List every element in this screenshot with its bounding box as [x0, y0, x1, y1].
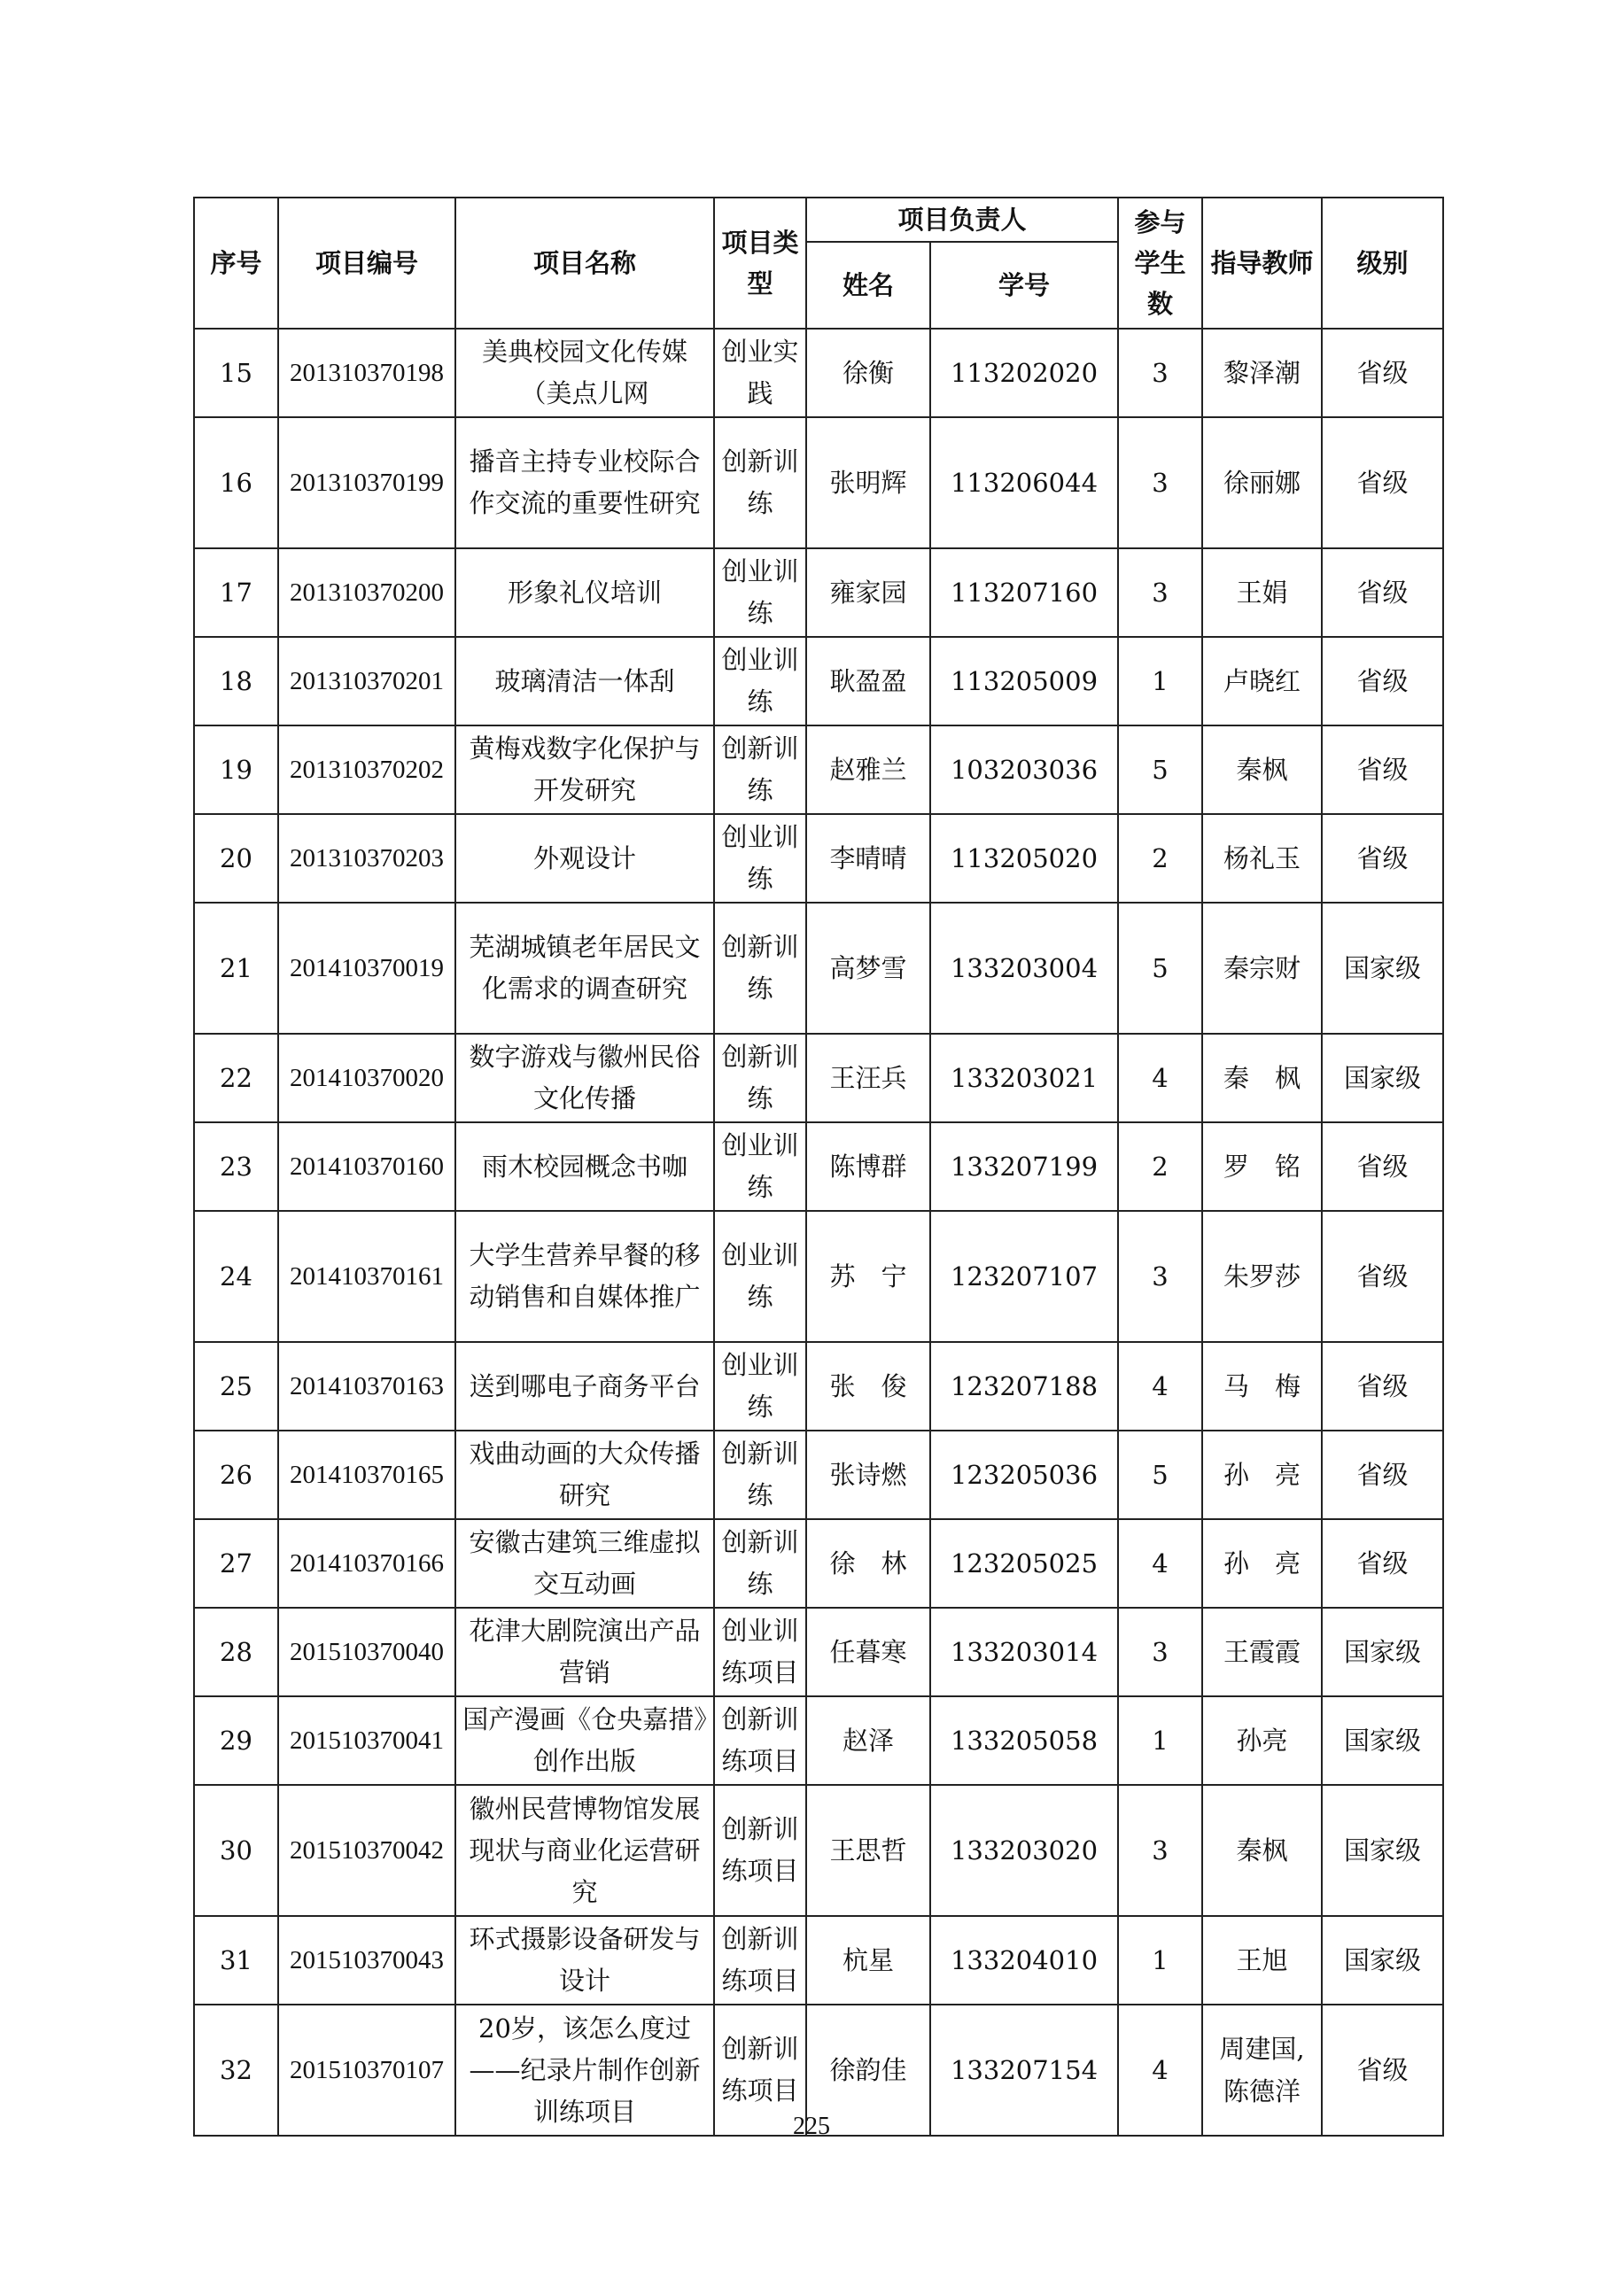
table-row: [194, 814, 1443, 903]
table-row: [194, 1916, 1443, 2005]
cell-type: 创业训练: [714, 1122, 806, 1211]
cell-advisor: 王霞霞: [1202, 1608, 1322, 1696]
cell-name: 20岁，该怎么度过——纪录片制作创新训练项目: [455, 2005, 714, 2136]
cell-code: 201410370019: [278, 903, 455, 1034]
cell-name: 环式摄影设备研发与设计: [455, 1916, 714, 2005]
cell-code: 201310370202: [278, 725, 455, 814]
cell-sid: 123207107: [930, 1211, 1118, 1342]
cell-sid: 113205020: [930, 814, 1118, 903]
cell-level: 省级: [1322, 548, 1443, 637]
cell-advisor: 朱罗莎: [1202, 1211, 1322, 1342]
cell-leader: 张 俊: [806, 1342, 930, 1431]
cell-seq: 15: [194, 329, 278, 417]
cell-level: 省级: [1322, 1211, 1443, 1342]
cell-type: 创新训练: [714, 1431, 806, 1519]
cell-level: 国家级: [1322, 1696, 1443, 1785]
cell-level: 省级: [1322, 637, 1443, 725]
cell-leader: 雍家园: [806, 548, 930, 637]
cell-seq: 20: [194, 814, 278, 903]
cell-name: 戏曲动画的大众传播研究: [455, 1431, 714, 1519]
cell-name: 安徽古建筑三维虚拟交互动画: [455, 1519, 714, 1608]
cell-level: 省级: [1322, 1519, 1443, 1608]
cell-count: 3: [1118, 417, 1202, 548]
cell-count: 3: [1118, 329, 1202, 417]
cell-leader: 任暮寒: [806, 1608, 930, 1696]
cell-sid: 133203021: [930, 1034, 1118, 1122]
cell-advisor: 卢晓红: [1202, 637, 1322, 725]
cell-type: 创新训练项目: [714, 1785, 806, 1916]
cell-advisor: 罗 铭: [1202, 1122, 1322, 1211]
header-leader-name: 姓名: [806, 242, 930, 329]
cell-code: 201510370107: [278, 2005, 455, 2136]
cell-code: 201410370166: [278, 1519, 455, 1608]
cell-name: 形象礼仪培训: [455, 548, 714, 637]
cell-level: 省级: [1322, 329, 1443, 417]
cell-name: 国产漫画《仓央嘉措》创作出版: [455, 1696, 714, 1785]
cell-advisor: 孙 亮: [1202, 1431, 1322, 1519]
cell-seq: 27: [194, 1519, 278, 1608]
cell-sid: 133203004: [930, 903, 1118, 1034]
cell-code: 201310370201: [278, 637, 455, 725]
cell-advisor: 秦枫: [1202, 1785, 1322, 1916]
table-row: [194, 548, 1443, 637]
cell-type: 创业训练: [714, 548, 806, 637]
cell-advisor: 徐丽娜: [1202, 417, 1322, 548]
cell-leader: 李晴晴: [806, 814, 930, 903]
cell-code: 201310370198: [278, 329, 455, 417]
cell-sid: 133207199: [930, 1122, 1118, 1211]
cell-advisor: 杨礼玉: [1202, 814, 1322, 903]
cell-leader: 苏 宁: [806, 1211, 930, 1342]
cell-sid: 113206044: [930, 417, 1118, 548]
cell-advisor: 秦 枫: [1202, 1034, 1322, 1122]
cell-name: 播音主持专业校际合作交流的重要性研究: [455, 417, 714, 548]
cell-seq: 16: [194, 417, 278, 548]
cell-level: 省级: [1322, 814, 1443, 903]
table-row: [194, 1122, 1443, 1211]
cell-code: 201410370165: [278, 1431, 455, 1519]
header-name: 项目名称: [455, 198, 714, 329]
cell-code: 201410370020: [278, 1034, 455, 1122]
cell-type: 创业训练: [714, 1211, 806, 1342]
cell-name: 玻璃清洁一体刮: [455, 637, 714, 725]
cell-level: 省级: [1322, 1342, 1443, 1431]
cell-count: 4: [1118, 1034, 1202, 1122]
cell-code: 201410370160: [278, 1122, 455, 1211]
page-number: 225: [793, 2113, 830, 2140]
cell-name: 芜湖城镇老年居民文化需求的调查研究: [455, 903, 714, 1034]
cell-type: 创业训练: [714, 1342, 806, 1431]
cell-code: 201510370043: [278, 1916, 455, 2005]
header-type: 项目类型: [714, 198, 806, 329]
cell-leader: 高梦雪: [806, 903, 930, 1034]
cell-name: 花津大剧院演出产品营销: [455, 1608, 714, 1696]
header-code: 项目编号: [278, 198, 455, 329]
cell-level: 省级: [1322, 1122, 1443, 1211]
cell-advisor: 孙 亮: [1202, 1519, 1322, 1608]
table-row: [194, 637, 1443, 725]
table-row: [194, 903, 1443, 1034]
cell-sid: 123205025: [930, 1519, 1118, 1608]
cell-advisor: 王旭: [1202, 1916, 1322, 2005]
cell-seq: 28: [194, 1608, 278, 1696]
cell-name: 雨木校园概念书咖: [455, 1122, 714, 1211]
cell-count: 5: [1118, 903, 1202, 1034]
cell-name: 黄梅戏数字化保护与开发研究: [455, 725, 714, 814]
cell-level: 省级: [1322, 725, 1443, 814]
table-row: [194, 1519, 1443, 1608]
cell-seq: 25: [194, 1342, 278, 1431]
cell-leader: 杭星: [806, 1916, 930, 2005]
cell-sid: 133207154: [930, 2005, 1118, 2136]
table-row: [194, 329, 1443, 417]
cell-count: 5: [1118, 1431, 1202, 1519]
cell-type: 创新训练: [714, 417, 806, 548]
cell-leader: 徐 林: [806, 1519, 930, 1608]
cell-level: 省级: [1322, 417, 1443, 548]
cell-sid: 113202020: [930, 329, 1118, 417]
cell-count: 1: [1118, 1916, 1202, 2005]
cell-advisor: 王娟: [1202, 548, 1322, 637]
cell-count: 4: [1118, 2005, 1202, 2136]
cell-name: 外观设计: [455, 814, 714, 903]
table-row: [194, 1608, 1443, 1696]
header-advisor: 指导教师: [1202, 198, 1322, 329]
cell-sid: 133204010: [930, 1916, 1118, 2005]
cell-code: 201510370042: [278, 1785, 455, 1916]
cell-name: 数字游戏与徽州民俗文化传播: [455, 1034, 714, 1122]
cell-sid: 123205036: [930, 1431, 1118, 1519]
cell-count: 2: [1118, 814, 1202, 903]
cell-level: 国家级: [1322, 903, 1443, 1034]
cell-type: 创业训练项目: [714, 1608, 806, 1696]
cell-leader: 张明辉: [806, 417, 930, 548]
cell-name: 美典校园文化传媒（美点儿网: [455, 329, 714, 417]
cell-level: 国家级: [1322, 1608, 1443, 1696]
cell-seq: 29: [194, 1696, 278, 1785]
cell-code: 201410370163: [278, 1342, 455, 1431]
cell-seq: 21: [194, 903, 278, 1034]
cell-advisor: 孙亮: [1202, 1696, 1322, 1785]
cell-code: 201510370040: [278, 1608, 455, 1696]
cell-seq: 32: [194, 2005, 278, 2136]
cell-type: 创新训练: [714, 903, 806, 1034]
cell-type: 创新训练: [714, 1034, 806, 1122]
cell-code: 201310370200: [278, 548, 455, 637]
cell-name: 送到哪电子商务平台: [455, 1342, 714, 1431]
cell-seq: 17: [194, 548, 278, 637]
cell-leader: 王汪兵: [806, 1034, 930, 1122]
cell-advisor: 秦宗财: [1202, 903, 1322, 1034]
cell-code: 201310370203: [278, 814, 455, 903]
cell-seq: 26: [194, 1431, 278, 1519]
cell-leader: 赵泽: [806, 1696, 930, 1785]
cell-count: 1: [1118, 1696, 1202, 1785]
cell-sid: 123207188: [930, 1342, 1118, 1431]
cell-leader: 陈博群: [806, 1122, 930, 1211]
table-row: [194, 1696, 1443, 1785]
cell-code: 201510370041: [278, 1696, 455, 1785]
cell-sid: 133203014: [930, 1608, 1118, 1696]
cell-seq: 18: [194, 637, 278, 725]
cell-level: 国家级: [1322, 1785, 1443, 1916]
cell-count: 4: [1118, 1342, 1202, 1431]
table-row: [194, 1785, 1443, 1916]
table-row: [194, 1034, 1443, 1122]
header-leader-group: 项目负责人: [806, 198, 1118, 242]
cell-advisor: 马 梅: [1202, 1342, 1322, 1431]
cell-seq: 22: [194, 1034, 278, 1122]
table-row: [194, 1431, 1443, 1519]
cell-type: 创业训练: [714, 814, 806, 903]
cell-seq: 23: [194, 1122, 278, 1211]
cell-count: 3: [1118, 1211, 1202, 1342]
cell-sid: 103203036: [930, 725, 1118, 814]
table-row: [194, 417, 1443, 548]
cell-type: 创业实践: [714, 329, 806, 417]
cell-type: 创新训练: [714, 1519, 806, 1608]
cell-advisor: 黎泽潮: [1202, 329, 1322, 417]
cell-count: 2: [1118, 1122, 1202, 1211]
cell-level: 省级: [1322, 2005, 1443, 2136]
cell-seq: 19: [194, 725, 278, 814]
cell-name: 徽州民营博物馆发展现状与商业化运营研究: [455, 1785, 714, 1916]
cell-leader: 耿盈盈: [806, 637, 930, 725]
cell-name: 大学生营养早餐的移动销售和自媒体推广: [455, 1211, 714, 1342]
header-students: 参与学生数: [1118, 198, 1202, 329]
cell-leader: 徐韵佳: [806, 2005, 930, 2136]
header-leader-id: 学号: [930, 242, 1118, 329]
cell-seq: 30: [194, 1785, 278, 1916]
header-level: 级别: [1322, 198, 1443, 329]
table-body: [194, 329, 1443, 2136]
cell-advisor: 秦枫: [1202, 725, 1322, 814]
table-row: [194, 725, 1443, 814]
header-seq: 序号: [194, 198, 278, 329]
cell-count: 3: [1118, 1608, 1202, 1696]
table-row: [194, 1342, 1443, 1431]
cell-type: 创新训练: [714, 725, 806, 814]
cell-type: 创新训练项目: [714, 2005, 806, 2136]
cell-count: 3: [1118, 548, 1202, 637]
cell-sid: 133205058: [930, 1696, 1118, 1785]
cell-count: 4: [1118, 1519, 1202, 1608]
cell-level: 国家级: [1322, 1916, 1443, 2005]
cell-seq: 31: [194, 1916, 278, 2005]
cell-sid: 113207160: [930, 548, 1118, 637]
cell-leader: 赵雅兰: [806, 725, 930, 814]
cell-level: 国家级: [1322, 1034, 1443, 1122]
cell-sid: 133203020: [930, 1785, 1118, 1916]
cell-level: 省级: [1322, 1431, 1443, 1519]
cell-code: 201310370199: [278, 417, 455, 548]
cell-count: 1: [1118, 637, 1202, 725]
cell-leader: 张诗燃: [806, 1431, 930, 1519]
cell-advisor: 周建国,陈德洋: [1202, 2005, 1322, 2136]
cell-seq: 24: [194, 1211, 278, 1342]
cell-count: 5: [1118, 725, 1202, 814]
cell-leader: 王思哲: [806, 1785, 930, 1916]
cell-code: 201410370161: [278, 1211, 455, 1342]
cell-sid: 113205009: [930, 637, 1118, 725]
cell-type: 创业训练: [714, 637, 806, 725]
cell-type: 创新训练项目: [714, 1696, 806, 1785]
cell-leader: 徐衡: [806, 329, 930, 417]
table-row: [194, 1211, 1443, 1342]
cell-count: 3: [1118, 1785, 1202, 1916]
cell-type: 创新训练项目: [714, 1916, 806, 2005]
project-table: [193, 197, 1444, 2137]
